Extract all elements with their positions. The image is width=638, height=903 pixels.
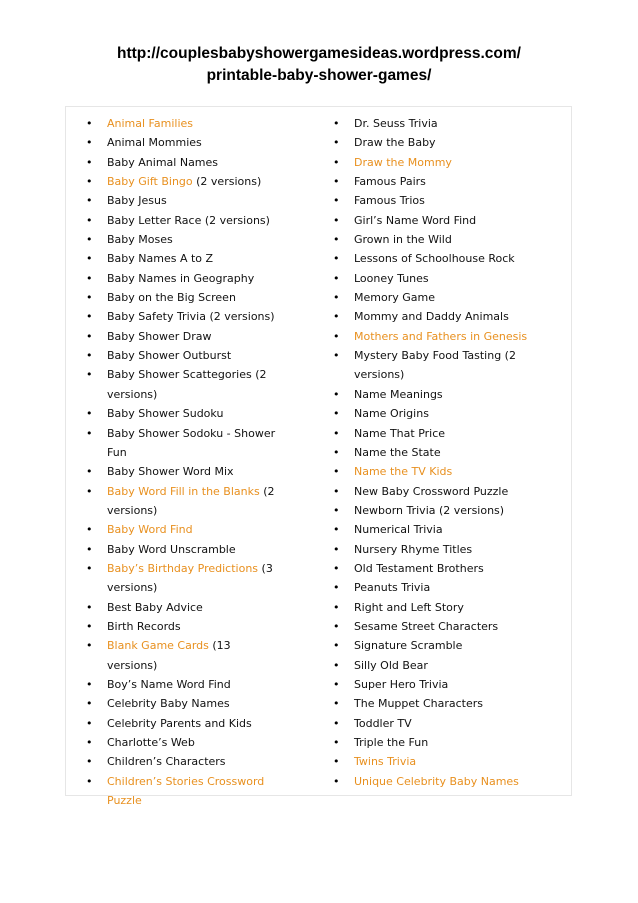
game-label: Triple the Fun bbox=[354, 736, 429, 749]
game-list-item bbox=[86, 752, 282, 771]
game-label: Baby on the Big Screen bbox=[107, 291, 236, 305]
game-label: Baby Shower Scattegories (2 bbox=[107, 368, 267, 382]
game-label: Best Baby Advice bbox=[107, 600, 203, 614]
bullet-icon: • bbox=[86, 252, 93, 266]
game-list-item bbox=[333, 482, 529, 501]
game-list-item bbox=[333, 772, 529, 791]
game-link[interactable]: Baby’s Birthday Predictions bbox=[107, 561, 259, 575]
game-label: (3 bbox=[258, 561, 273, 575]
game-label: Baby Word Unscramble bbox=[107, 542, 236, 556]
bullet-icon: • bbox=[86, 368, 93, 382]
game-list-item bbox=[86, 191, 282, 210]
game-list-item bbox=[333, 559, 529, 578]
bullet-icon: • bbox=[86, 677, 93, 691]
bullet-icon: • bbox=[86, 329, 93, 343]
game-list-item bbox=[333, 598, 529, 617]
game-label: Super Hero Trivia bbox=[354, 677, 449, 691]
game-list-item bbox=[86, 133, 282, 152]
game-list-item bbox=[333, 501, 529, 520]
bullet-icon: • bbox=[333, 542, 340, 556]
game-list-item bbox=[333, 191, 529, 210]
bullet-icon: • bbox=[86, 619, 93, 633]
game-label: Newborn Trivia (2 versions) bbox=[354, 503, 505, 517]
game-label: Girl’s Name Word Find bbox=[354, 213, 477, 227]
game-label: Draw the Baby bbox=[354, 136, 436, 150]
game-list-item bbox=[86, 675, 282, 694]
bullet-icon: • bbox=[86, 426, 93, 440]
game-list-item bbox=[86, 694, 282, 713]
game-list-item bbox=[86, 211, 282, 230]
game-label: versions) bbox=[107, 581, 158, 595]
game-list-item bbox=[86, 288, 282, 307]
bullet-icon: • bbox=[333, 465, 340, 479]
bullet-icon: • bbox=[86, 561, 93, 575]
bullet-icon: • bbox=[86, 136, 93, 150]
bullet-icon: • bbox=[333, 252, 340, 266]
bullet-icon: • bbox=[333, 581, 340, 595]
bullet-icon: • bbox=[333, 523, 340, 537]
game-label: Celebrity Parents and Kids bbox=[107, 716, 252, 730]
game-list-item bbox=[333, 694, 529, 713]
bullet-icon: • bbox=[333, 310, 340, 324]
bullet-icon: • bbox=[86, 523, 93, 537]
game-label: Baby Jesus bbox=[107, 194, 167, 208]
game-link[interactable]: Animal Families bbox=[107, 117, 194, 130]
bullet-icon: • bbox=[333, 736, 340, 749]
game-label: Baby Shower Word Mix bbox=[107, 465, 234, 479]
games-list-left-column bbox=[86, 114, 282, 810]
game-label: (2 versions) bbox=[192, 175, 262, 189]
game-link[interactable]: Name the TV Kids bbox=[354, 465, 453, 479]
bullet-icon: • bbox=[333, 658, 340, 672]
game-list-item bbox=[333, 385, 529, 404]
game-list-item bbox=[333, 636, 529, 655]
game-list-item bbox=[86, 772, 282, 811]
game-label: Nursery Rhyme Titles bbox=[354, 542, 473, 556]
game-label: Animal Mommies bbox=[107, 136, 202, 150]
game-label: Name That Price bbox=[354, 426, 446, 440]
game-label: Charlotte’s Web bbox=[107, 736, 195, 749]
game-list-item bbox=[333, 520, 529, 539]
bullet-icon: • bbox=[333, 774, 340, 788]
game-list-item bbox=[86, 404, 282, 423]
game-list-item bbox=[333, 269, 529, 288]
game-label: Birth Records bbox=[107, 619, 181, 633]
bullet-icon: • bbox=[333, 600, 340, 614]
game-label: Boy’s Name Word Find bbox=[107, 677, 231, 691]
game-list-item bbox=[333, 617, 529, 636]
bullet-icon: • bbox=[333, 755, 340, 769]
game-label: Celebrity Baby Names bbox=[107, 697, 230, 711]
game-list-item bbox=[333, 404, 529, 423]
game-list-item bbox=[333, 230, 529, 249]
game-list-item bbox=[86, 559, 282, 598]
bullet-icon: • bbox=[86, 639, 93, 653]
game-label: Lessons of Schoolhouse Rock bbox=[354, 252, 515, 266]
game-label: Name the State bbox=[354, 445, 441, 459]
game-link[interactable]: Twins Trivia bbox=[354, 755, 417, 769]
bullet-icon: • bbox=[86, 697, 93, 711]
game-list-item bbox=[333, 114, 529, 133]
bullet-icon: • bbox=[86, 755, 93, 769]
game-list-item bbox=[86, 249, 282, 268]
title-line-1: http://couplesbabyshowergamesideas.wordpress.com/ bbox=[117, 45, 521, 62]
bullet-icon: • bbox=[86, 774, 93, 788]
game-label: Baby Shower Outburst bbox=[107, 349, 232, 363]
title-line-2: printable-baby-shower-games/ bbox=[206, 67, 432, 84]
bullet-icon: • bbox=[333, 271, 340, 285]
game-link[interactable]: Baby Gift Bingo bbox=[107, 175, 193, 189]
game-list-item bbox=[86, 714, 282, 733]
game-list-item bbox=[333, 133, 529, 152]
game-list-item bbox=[86, 424, 282, 463]
game-list-item bbox=[86, 520, 282, 539]
bullet-icon: • bbox=[333, 716, 340, 730]
game-list-item bbox=[86, 307, 282, 326]
game-label: Name Meanings bbox=[354, 387, 443, 401]
game-label: Looney Tunes bbox=[354, 271, 429, 285]
games-list-right-column bbox=[333, 114, 529, 791]
game-label: Memory Game bbox=[354, 291, 435, 305]
game-list-item bbox=[333, 288, 529, 307]
game-list-item bbox=[86, 462, 282, 481]
bullet-icon: • bbox=[86, 291, 93, 305]
bullet-icon: • bbox=[333, 117, 340, 130]
game-list-item bbox=[86, 153, 282, 172]
bullet-icon: • bbox=[86, 465, 93, 479]
game-list-item bbox=[333, 172, 529, 191]
game-label: Baby Animal Names bbox=[107, 155, 219, 169]
game-list-item bbox=[86, 540, 282, 559]
bullet-icon: • bbox=[86, 542, 93, 556]
bullet-icon: • bbox=[86, 233, 93, 247]
game-list-item bbox=[333, 211, 529, 230]
game-link[interactable]: Blank Game Cards bbox=[107, 639, 209, 653]
game-label: Signature Scramble bbox=[354, 639, 463, 653]
game-list-item bbox=[333, 675, 529, 694]
game-label: (2 bbox=[259, 484, 275, 498]
game-link[interactable]: Baby Word Find bbox=[107, 523, 193, 537]
game-label: Numerical Trivia bbox=[354, 523, 443, 537]
game-list-item bbox=[86, 172, 282, 191]
game-label: Name Origins bbox=[354, 407, 429, 421]
game-list-item bbox=[333, 153, 529, 172]
game-label: (13 versions) bbox=[107, 639, 231, 672]
bullet-icon: • bbox=[333, 677, 340, 691]
page-title bbox=[0, 43, 638, 87]
game-label: Baby Letter Race (2 versions) bbox=[107, 213, 270, 227]
game-label: Sesame Street Characters bbox=[354, 619, 499, 633]
game-list-item bbox=[86, 617, 282, 636]
game-list-item bbox=[86, 482, 282, 521]
bullet-icon: • bbox=[86, 117, 93, 130]
game-link[interactable]: Mothers and Fathers in Genesis bbox=[354, 329, 528, 343]
game-label: versions) bbox=[107, 503, 158, 517]
game-label: Baby Shower Sudoku bbox=[107, 407, 224, 421]
game-label: Fun bbox=[107, 445, 127, 459]
bullet-icon: • bbox=[333, 407, 340, 421]
game-list-item bbox=[86, 327, 282, 346]
game-list-item bbox=[333, 733, 529, 752]
game-list-item bbox=[333, 462, 529, 481]
game-list-item bbox=[86, 365, 282, 404]
game-list-item bbox=[86, 114, 282, 133]
game-label: Grown in the Wild bbox=[354, 233, 452, 247]
bullet-icon: • bbox=[333, 213, 340, 227]
game-label: Right and Left Story bbox=[354, 600, 464, 614]
game-link[interactable]: Unique Celebrity Baby Names bbox=[354, 774, 519, 788]
bullet-icon: • bbox=[86, 175, 93, 189]
game-label: Baby Shower Sodoku - Shower bbox=[107, 426, 276, 440]
game-label: Mystery Baby Food Tasting (2 bbox=[354, 349, 516, 363]
game-label: Baby Shower Draw bbox=[107, 329, 212, 343]
bullet-icon: • bbox=[86, 194, 93, 208]
game-list-item bbox=[86, 636, 282, 675]
game-label: versions) bbox=[107, 387, 158, 401]
bullet-icon: • bbox=[333, 503, 340, 517]
game-list-item bbox=[333, 578, 529, 597]
game-label: Famous Trios bbox=[354, 194, 425, 208]
game-label: Children’s Characters bbox=[107, 755, 226, 769]
game-link[interactable]: Puzzle bbox=[107, 794, 142, 808]
bullet-icon: • bbox=[333, 561, 340, 575]
bullet-icon: • bbox=[86, 271, 93, 285]
game-list-item bbox=[333, 327, 529, 346]
bullet-icon: • bbox=[333, 484, 340, 498]
game-link[interactable]: Draw the Mommy bbox=[354, 155, 452, 169]
bullet-icon: • bbox=[333, 233, 340, 247]
game-label: Mommy and Daddy Animals bbox=[354, 310, 509, 324]
bullet-icon: • bbox=[333, 445, 340, 459]
game-list-item bbox=[86, 598, 282, 617]
bullet-icon: • bbox=[86, 213, 93, 227]
game-label: Baby Names A to Z bbox=[107, 252, 214, 266]
game-list-item bbox=[333, 752, 529, 771]
bullet-icon: • bbox=[333, 291, 340, 305]
game-label: Baby Names in Geography bbox=[107, 271, 255, 285]
game-list-item bbox=[86, 269, 282, 288]
bullet-icon: • bbox=[333, 387, 340, 401]
game-label: Famous Pairs bbox=[354, 175, 426, 189]
bullet-icon: • bbox=[333, 136, 340, 150]
game-list-item bbox=[333, 656, 529, 675]
game-label: Dr. Seuss Trivia bbox=[354, 117, 438, 130]
game-list-item bbox=[333, 307, 529, 326]
bullet-icon: • bbox=[86, 310, 93, 324]
bullet-icon: • bbox=[333, 329, 340, 343]
game-list-item bbox=[333, 424, 529, 443]
bullet-icon: • bbox=[333, 175, 340, 189]
game-list-item bbox=[333, 346, 529, 385]
bullet-icon: • bbox=[86, 155, 93, 169]
bullet-icon: • bbox=[86, 736, 93, 749]
game-list-item bbox=[86, 346, 282, 365]
game-list-item bbox=[86, 733, 282, 752]
game-label: Old Testament Brothers bbox=[354, 561, 484, 575]
game-list-item bbox=[333, 540, 529, 559]
bullet-icon: • bbox=[333, 349, 340, 363]
bullet-icon: • bbox=[333, 697, 340, 711]
game-list-item bbox=[333, 443, 529, 462]
game-label: Baby Safety Trivia (2 versions) bbox=[107, 310, 275, 324]
game-link[interactable]: Baby Word Fill in the Blanks bbox=[107, 484, 260, 498]
game-list-item bbox=[333, 249, 529, 268]
game-label: Baby Moses bbox=[107, 233, 173, 247]
game-label: versions) bbox=[354, 368, 405, 382]
bullet-icon: • bbox=[333, 639, 340, 653]
game-list-item bbox=[333, 714, 529, 733]
bullet-icon: • bbox=[86, 716, 93, 730]
bullet-icon: • bbox=[86, 484, 93, 498]
bullet-icon: • bbox=[333, 155, 340, 169]
bullet-icon: • bbox=[333, 619, 340, 633]
bullet-icon: • bbox=[86, 407, 93, 421]
bullet-icon: • bbox=[86, 349, 93, 363]
game-label: Silly Old Bear bbox=[354, 658, 428, 672]
game-label: The Muppet Characters bbox=[354, 697, 483, 711]
bullet-icon: • bbox=[333, 194, 340, 208]
game-label: New Baby Crossword Puzzle bbox=[354, 484, 509, 498]
bullet-icon: • bbox=[86, 600, 93, 614]
game-link[interactable]: Children’s Stories Crossword bbox=[107, 774, 265, 788]
game-list-item bbox=[86, 230, 282, 249]
bullet-icon: • bbox=[333, 426, 340, 440]
game-label: Peanuts Trivia bbox=[354, 581, 431, 595]
game-label: Toddler TV bbox=[354, 716, 412, 730]
